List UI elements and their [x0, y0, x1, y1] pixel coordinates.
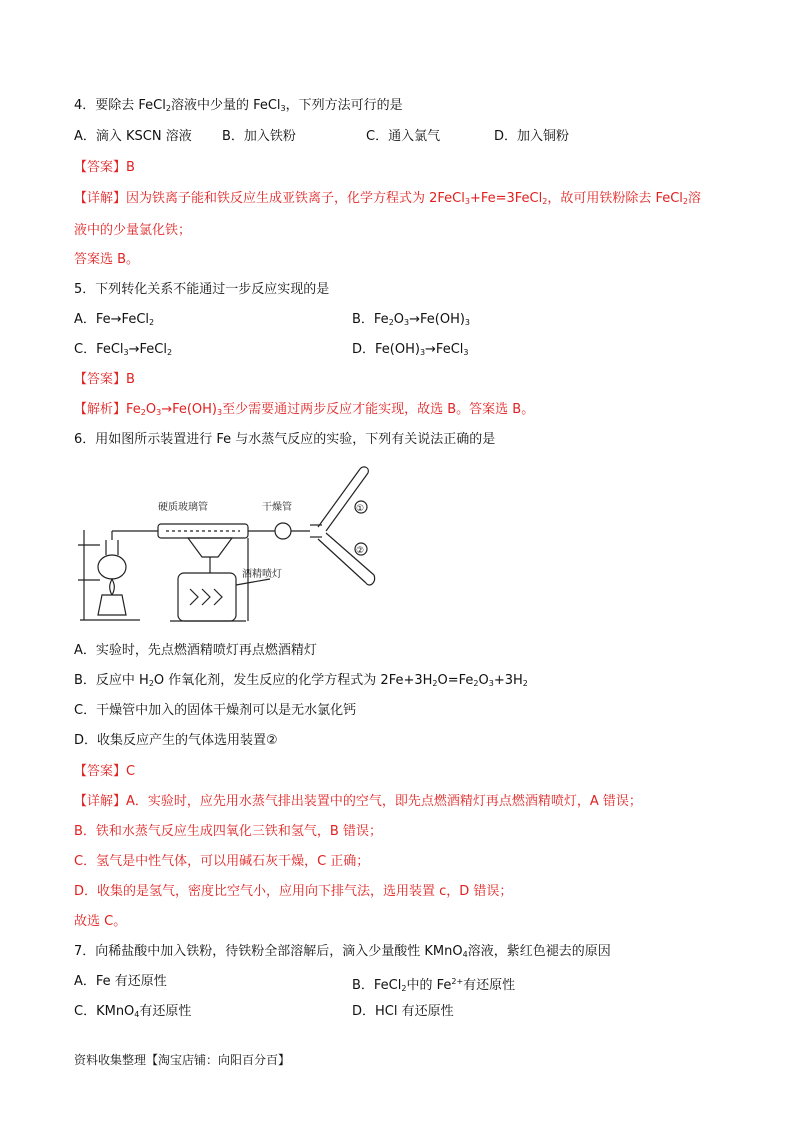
label-hard-glass-tube: 硬质玻璃管 [158, 502, 208, 513]
apparatus-diagram [70, 455, 390, 635]
q6-option-a: A．实验时，先点燃酒精喷灯再点燃酒精灯 [74, 643, 317, 658]
q7-option-c: C．KMnO$_4$有还原性 [74, 1004, 192, 1019]
q7-option-b: B．FeCl$_2$中的 $Fe^{2+}$有还原性 [352, 977, 516, 993]
drying-tube [275, 523, 291, 539]
q7-option-a: A．Fe 有还原性 [74, 974, 167, 989]
q6-answer: 【答案】C [74, 764, 136, 779]
footer-source: 资料收集整理【淘宝店铺：向阳百分百】 [74, 1053, 291, 1067]
q4-option-d: D．加入铜粉 [494, 129, 570, 144]
label-device1: ① [356, 504, 365, 514]
q5-analysis: 【解析】$Fe_2O_3\to Fe(OH)_3$至少需要通过两步反应才能实现，故选 B。答案选 B。 [74, 402, 535, 417]
round-flask [98, 555, 126, 579]
device2-tube [318, 533, 374, 583]
q5-option-c: C．FeCl$_3$→FeCl$_2$ [74, 342, 173, 357]
q6-option-d: D．收集反应产生的气体选用装置② [74, 733, 278, 748]
q4-answer: 【答案】B [74, 160, 135, 175]
q4-option-b: B．加入铁粉 [222, 129, 296, 144]
device1-tube [318, 469, 368, 531]
q4-option-c: C．通入氯气 [366, 129, 441, 144]
q6-option-b: B．反应中 $H_2O$ 作氧化剂，发生反应的化学方程式为 $2Fe+3H_2O=Fe_2O_3+3H_2$ [74, 673, 528, 688]
q7-stem: 7．向稀盐酸中加入铁粉，待铁粉全部溶解后，滴入少量酸性 KMnO$_4$溶液，紫红色褪去的原因 [74, 944, 611, 959]
label-device2: ② [356, 546, 365, 556]
alcohol-lamp [98, 595, 126, 615]
q6-detail-4: D．收集的是氢气，密度比空气小，应用向下排气法，选用装置 c，D 错误； [74, 884, 513, 899]
q5-option-a: A．Fe→FeCl$_2$ [74, 312, 155, 327]
q4-conclusion: 答案选 B。 [74, 252, 140, 267]
q6-option-c: C．干燥管中加入的固体干燥剂可以是无水氯化钙 [74, 703, 357, 718]
q7-option-d: D．HCl 有还原性 [352, 1004, 454, 1019]
q5-stem: 5．下列转化关系不能通过一步反应实现的是 [74, 282, 330, 297]
q4-detail: 【详解】因为铁离子能和铁反应生成亚铁离子，化学方程式为 2FeCl$_3$+Fe=3FeCl$_2$，故可用铁粉除去 FeCl$_2$溶 [74, 191, 702, 206]
q6-conclusion: 故选 C。 [74, 914, 127, 929]
q4-stem: 4．要除去 FeCl$_2$溶液中少量的 FeCl$_3$，下列方法可行的是 [74, 98, 403, 113]
q6-detail-2: B．铁和水蒸气反应生成四氧化三铁和氢气，B 错误； [74, 824, 382, 839]
q6-detail-3: C．氢气是中性气体，可以用碱石灰干燥，C 正确； [74, 854, 370, 869]
q6-stem: 6．用如图所示装置进行 Fe 与水蒸气反应的实验，下列有关说法正确的是 [74, 432, 496, 447]
q5-option-b: B．$Fe_2O_3\to Fe(OH)_3$ [352, 312, 471, 327]
q5-answer: 【答案】B [74, 372, 135, 387]
q6-detail-1: 【详解】A．实验时，应先用水蒸气排出装置中的空气，即先点燃酒精灯再点燃酒精喷灯，A 错误； [74, 794, 642, 809]
label-drying-tube: 干燥管 [262, 502, 292, 513]
blowtorch-base [178, 573, 236, 621]
label-alcohol-blowtorch: 酒精喷灯 [242, 569, 282, 580]
q4-detail-line2: 液中的少量氯化铁； [74, 223, 192, 238]
q4-option-a: A．滴入 KSCN 溶液 [74, 129, 192, 144]
q5-option-d: D．$Fe(OH)_3\to FeCl_3$ [352, 342, 469, 357]
